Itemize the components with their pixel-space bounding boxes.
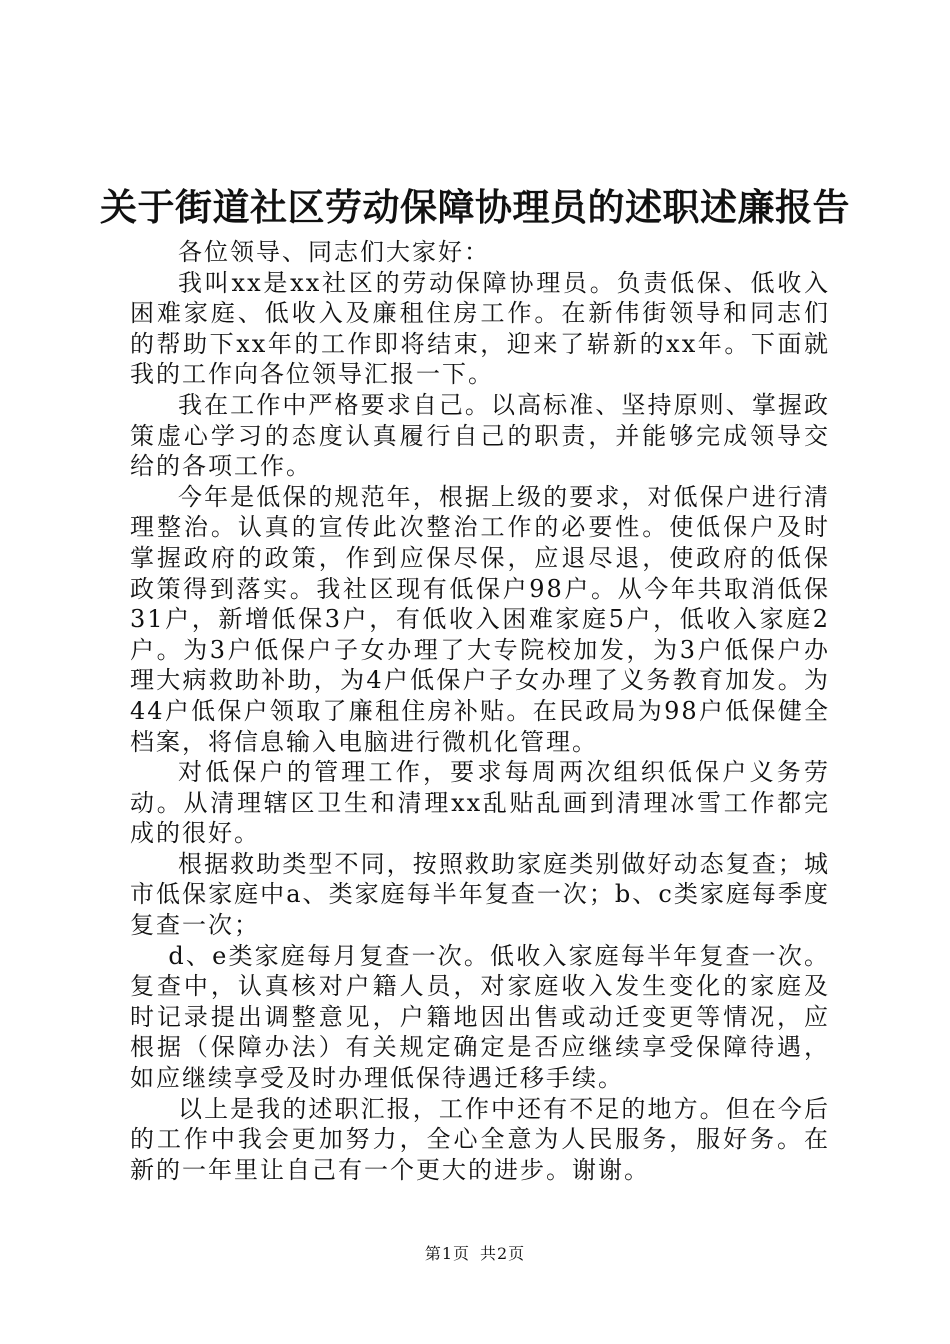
page-number-current: 第1页 (424, 1244, 470, 1263)
document-title: 关于街道社区劳动保障协理员的述职述廉报告 (100, 186, 850, 229)
paragraph-conclusion: 以上是我的述职汇报，工作中还有不足的地方。但在今后的工作中我会更加努力，全心全意为人民服务，服好务。在新的一年里让自己有一个更大的进步。谢谢。 (130, 1094, 830, 1184)
page-footer (0, 1244, 950, 1264)
paragraph-labor-management: 对低保户的管理工作，要求每周两次组织低保户义务劳动。从清理辖区卫生和清理xx乱贴乱画到清理冰雪工作都完成的很好。 (130, 758, 830, 848)
document-body (130, 237, 830, 1185)
paragraph-low-income-work: 今年是低保的规范年，根据上级的要求，对低保户进行清理整治。认真的宣传此次整治工作的必要性。使低保户及时掌握政府的政策，作到应保尽保，应退尽退，使政府的低保政策得到落实。我社区现有低保户98户。从今年共取消低保31户，新增低保3户，有低收入困难家庭5户，低收入家庭2户。为3户低保户子女办理了大专院校加发，为3户低保户办理大病救助补助，为4户低保户子女办理了义务教育加发。为44户低保户领取了廉租住房补贴。在民政局为98户低保健全档案，将信息输入电脑进行微机化管理。 (130, 482, 830, 756)
paragraph-review-continued: d、e类家庭每月复查一次。低收入家庭每半年复查一次。复查中，认真核对户籍人员，对家庭收入发生变化的家庭及时记录提出调整意见，户籍地因出售或动迁变更等情况，应根据（保障办法）有关规定确定是否应继续享受保障待遇，如应继续享受及时办理低保待遇迁移手续。 (130, 941, 830, 1093)
paragraph-work-attitude: 我在工作中严格要求自己。以高标准、坚持原则、掌握政策虚心学习的态度认真履行自己的职责，并能够完成领导交给的各项工作。 (130, 390, 830, 481)
paragraph-review-schedule: 根据救助类型不同，按照救助家庭类别做好动态复查；城市低保家庭中a、类家庭每半年复查一次；b、c类家庭每季度复查一次； (130, 849, 830, 940)
page-number-total: 共2页 (480, 1244, 526, 1263)
paragraph-introduction: 我叫xx是xx社区的劳动保障协理员。负责低保、低收入困难家庭、低收入及廉租住房工作。在新伟街领导和同志们的帮助下xx年的工作即将结束，迎来了崭新的xx年。下面就我的工作向各位领导汇报一下。 (130, 268, 830, 389)
paragraph-greeting: 各位领导、同志们大家好： (178, 238, 490, 266)
